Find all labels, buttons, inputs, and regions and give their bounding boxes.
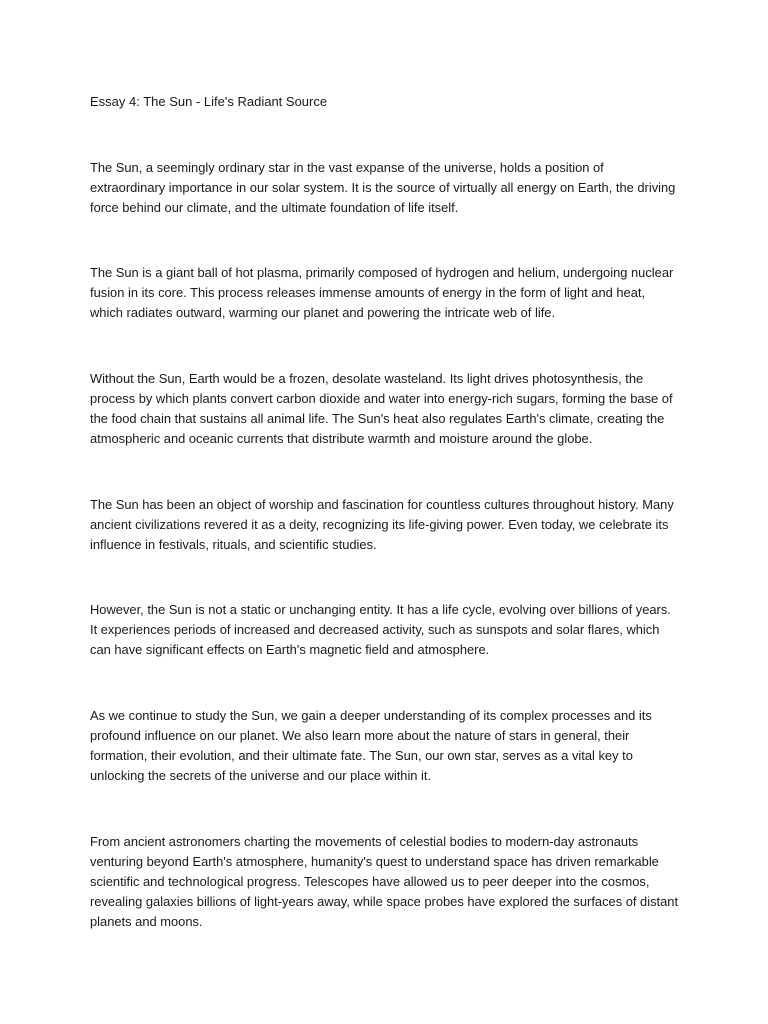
paragraph-6: As we continue to study the Sun, we gain a deeper understanding of its complex processes and its profound influence on our planet. We also learn more about the nature of stars in general, their formation, their evolution, and their ultimate fate. The Sun, our own star, serves as a vital key to unlocking the secrets of the universe and our place within it.	[90, 708, 652, 783]
paragraph-5: However, the Sun is not a static or unchanging entity. It has a life cycle, evolving over billions of years. It experiences periods of increased and decreased activity, such as sunspots and solar flares, which can have significant effects on Earth's magnetic field and atmosphere.	[90, 602, 671, 657]
document-title: Essay 4: The Sun - Life's Radiant Source	[90, 94, 328, 109]
paragraph-3: Without the Sun, Earth would be a frozen, desolate wasteland. Its light drives photosynthesis, the process by which plants convert carbon dioxide and water into energy-rich sugars, forming the base of the food chain that sustains all animal life. The Sun's heat also regulates Earth's climate, creating the atmospheric and oceanic currents that distribute warmth and moisture around the globe.	[90, 371, 673, 446]
paragraph-7: From ancient astronomers charting the movements of celestial bodies to modern-day astronauts venturing beyond Earth's atmosphere, humanity's quest to understand space has driven remarkable scientific and technological progress. Telescopes have allowed us to peer deeper into the cosmos, revealing galaxies billions of light-years away, while space probes have explored the surfaces of distant planets and moons.	[90, 834, 679, 929]
paragraph-4: The Sun has been an object of worship and fascination for countless cultures throughout history. Many ancient civilizations revered it as a deity, recognizing its life-giving power. Even today, we celebrate its influence in festivals, rituals, and scientific studies.	[90, 497, 674, 552]
paragraph-1: The Sun, a seemingly ordinary star in the vast expanse of the universe, holds a position of extraordinary importance in our solar system. It is the source of virtually all energy on Earth, the driving force behind our climate, and the ultimate foundation of life itself.	[90, 160, 676, 215]
paragraph-2: The Sun is a giant ball of hot plasma, primarily composed of hydrogen and helium, undergoing nuclear fusion in its core. This process releases immense amounts of energy in the form of light and heat, which radiates outward, warming our planet and powering the intricate web of life.	[90, 265, 674, 320]
